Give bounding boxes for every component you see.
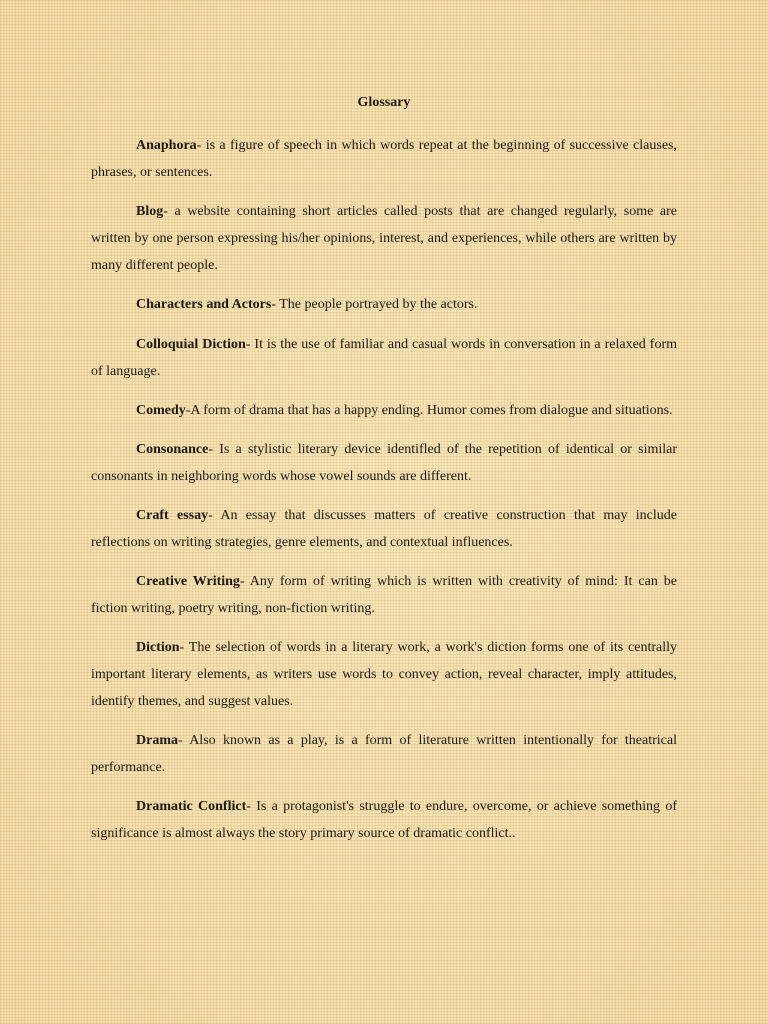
glossary-entry-comedy (91, 397, 677, 424)
entry-term: Colloquial Diction (136, 337, 246, 352)
document-page (91, 93, 677, 859)
glossary-entry-drama (91, 727, 677, 781)
entry-definition: - Is a stylistic literary device identifled of the repetition of identical or similar consonants in neighboring words whose vowel sounds are different. (91, 442, 677, 484)
glossary-entry-consonance (91, 436, 677, 490)
entry-term: Drama (136, 733, 178, 748)
glossary-entry-dramatic-conflict (91, 793, 677, 847)
page-title: Glossary (357, 95, 411, 110)
glossary-entry-diction (91, 634, 677, 715)
glossary-entry-anaphora (91, 132, 677, 186)
glossary-entry-craft-essay (91, 502, 677, 556)
entry-definition: - The people portrayed by the actors. (271, 297, 478, 312)
entry-term: Consonance (136, 442, 209, 457)
entry-definition: - It is the use of familiar and casual words in conversation in a relaxed form of language. (91, 337, 677, 379)
entry-term: Comedy (136, 403, 186, 418)
entry-term: Anaphora (136, 138, 197, 153)
entry-term: Characters and Actors (136, 297, 272, 312)
entry-term: Creative Writing (136, 574, 240, 589)
entry-term: Dramatic Conflict (136, 799, 247, 814)
entry-definition: - Is a protagonist's struggle to endure, overcome, or achieve something of significance is almost always the story primary source of dramatic conflict.. (91, 799, 677, 841)
entry-definition: - An essay that discusses matters of creative construction that may include reflections on writing strategies, genre elements, and contextual influences. (91, 508, 677, 550)
glossary-entry-creative-writing (91, 568, 677, 622)
entry-definition: - The selection of words in a literary work, a work's diction forms one of its centrally important literary elements, as writers use words to convey action, reveal character, imply attitudes, identify themes, and suggest values. (91, 640, 677, 709)
glossary-entry-characters-and-actors (91, 291, 677, 318)
entry-term: Craft essay (136, 508, 209, 523)
entry-definition: - a website containing short articles called posts that are changed regularly, some are written by one person expressing his/her opinions, interest, and experiences, while others are written by many different people. (91, 204, 677, 273)
entry-term: Diction (136, 640, 180, 655)
entry-definition: - Also known as a play, is a form of literature written intentionally for theatrical performance. (91, 733, 677, 775)
entry-definition: -A form of drama that has a happy ending. Humor comes from dialogue and situations. (185, 403, 673, 418)
entry-term: Blog (136, 204, 164, 219)
entry-definition: - Any form of writing which is written with creativity of mind: It can be fiction writing, poetry writing, non-fiction writing. (91, 574, 677, 616)
glossary-entry-colloquial-diction (91, 331, 677, 385)
glossary-entry-blog (91, 198, 677, 279)
entry-definition: - is a figure of speech in which words repeat at the beginning of successive clauses, phrases, or sentences. (91, 138, 677, 180)
